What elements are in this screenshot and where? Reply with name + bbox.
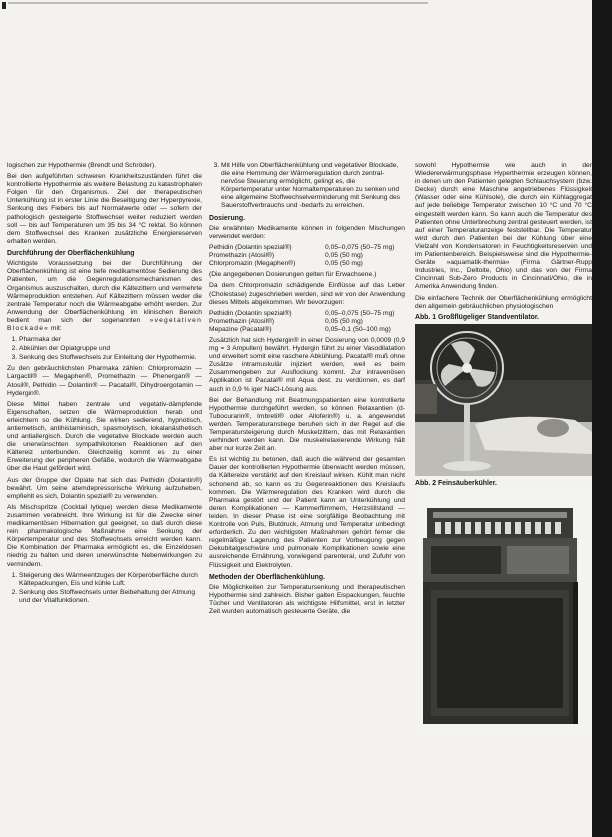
paragraph: Da dem Chlorpromazin schädigende Einflüsse auf das Leber (Cholestase) zugeschrieben werden, sind wir von der Anwendung dieses Mittels abgekommen. Wir bevorzugen:: [209, 282, 405, 306]
paragraph: [7, 260, 202, 333]
table-row: [209, 326, 405, 334]
paragraph: Die erwähnten Medikamente können in folgenden Mischungen verwendet werden:: [209, 224, 405, 240]
table-row: [209, 260, 405, 268]
drug-name: Mepazine (Pacatal®): [209, 325, 272, 333]
paragraph: Diese Mittel haben zentrale und vegetativ-dämpfende Eigenschaften, setzen die Wärmeproduktion herab und erleichtern so die Kühlung. Sie wirken sedierend, hypnotisch, antiemetisch, antihistaminisch, spasmolytisch, lokalanästhetisch und antiallergisch. Durch die vegetative Blockade werden auch die unerwünschten sympathikotonen Reaktionen auf den Kältereiz unterbunden. Gleichzeitig kommt es zu einer Erweiterung der peripheren Gefäße, wodurch die Wärmeabgabe über die Haut gefördert wird.: [7, 400, 202, 473]
cooling-cabinet-image: [415, 490, 592, 733]
section-heading: Methoden der Oberflächenkühlung.: [209, 573, 326, 581]
numbered-list: [7, 336, 202, 362]
paragraph: logischen zur Hypothermie (Brendt und Schröder).: [7, 162, 157, 169]
drug-name: Pethidin (Dolantin spezial®): [209, 309, 292, 317]
list-item: 1. Pharmaka der: [19, 336, 202, 344]
drug-dose: 0,05 (50 mg): [325, 260, 363, 268]
list-item: 2. Senkung des Stoffwechsels unter Beibehaltung der Atmung und der Vitalfunktionen.: [19, 589, 202, 605]
section-heading: Dosierung.: [209, 214, 245, 222]
page-corner-mark: [2, 2, 6, 9]
emphasis-term: »vegetativen Blockade«: [7, 316, 202, 332]
drug-name: Promethazin (Atosil®): [209, 317, 275, 325]
paragraph: Es ist wichtig zu betonen, daß auch die während der gesamten Dauer der kontrollierten Hypothermie überwacht werden müssen, da Kältereize verstärkt auf den Kreislauf wirken. Kühlt man nicht schonend ab, so kann es zu Gegenreaktionen des Kreislaufs kommen. Die Wärmeregulation des Kranken wird durch die Pharmaka gestört und der Patient kann an Unterkühlung und deren Komplikationen — Kammerflimmern, Herzstillstand — leiden. In dieser Phase ist eine sorgfältige Beobachtung mit Kontrolle von Puls, Blutdruck, Atmung und Temperatur unbedingt erforderlich. Zu den wichtigsten Maßnahmen gehört ferner die regelmäßige Lagerung des Patienten zur Vorbeugung gegen Dekubitalgeschwüre und pulmonale Komplikationen sowie eine ausreichende Ernährung, vorwiegend parenteral, und Zufuhr von Flüssigkeit und Elektrolyten.: [209, 456, 405, 569]
numbered-list: [209, 162, 405, 211]
paragraph: Zusätzlich hat sich Hydergin® in einer Dosierung von 0,0009 (0,9 mg = 3 Ampullen) bewährt. Hydergin führt zu einer Vasodilatation und erweitert somit eine raschere Abkühlung. Pacatal® muß ohne Zusätze intramuskulär injiziert werden, weil es beim Zusammengeben zur Ausflockung kommt. Zur intravenösen Applikation ist Pacatal® mit Aqua dest. zu verdünnen, es darf auch in 0,9 % iger NaCl-Lösung aus.: [209, 336, 405, 393]
list-item: 3. Senkung des Stoffwechsels zur Einleitung der Hypothermie.: [19, 354, 202, 362]
drug-mixture-table-1: [209, 244, 405, 268]
list-item: 3. Mit Hilfe von Oberflächenkühlung und vegetativer Blockade, die eine Hemmung der Wärmeregulation durch zentral-nervöse Steuerung ermöglicht, gelingt es, die Körpertemperatur unter Normaltemperaturen zu senken und eine allgemeine Stoffwechselverminderung mit Senkung des Sauerstoffverbrauchs und -bedarfs zu erreichen.: [221, 162, 405, 211]
table-row: [209, 310, 405, 318]
drug-dose: 0,05 (50 mg): [325, 317, 363, 325]
figure-caption: Abb. 1 Großflügeliger Standventilator.: [415, 313, 540, 321]
scan-edge-line: [8, 2, 428, 4]
drug-name: Promethazin (Atosil®): [209, 252, 275, 260]
scan-dark-border: [592, 0, 612, 837]
paragraph: Bei der Behandlung mit Beatmungspatienten eine kontrollierte Hypothermie durchgeführt werden, so können Relaxantien (d-Tubocurarin®, Imbretil® oder Alloferin®) u. a. angewendet werden. Temperaturanstiege beruhen sich in der Regel auf die Temperatursteigerung durch Muskelzittern, das mit Relaxantien verhindert werden kann. Die muskelrelaxierende Wirkung hält aber nur kurze Zeit an.: [209, 396, 405, 453]
text-column-3: [415, 162, 592, 833]
drug-dose: 0,05–0,075 (50–75 mg): [325, 309, 395, 317]
paragraph: sowohl Hypothermie wie auch in der Wiedererwärmungsphase Hyperthermie erzeugen können, in denen um den Patienten gelegten Schlauchsystem (bzw. Decke) durch eine Maschine angetriebenes Flüssigkeit (Wasser oder eine Kühlsole), die durch ein Kühlaggregat auf jede beliebige Temperatur zwischen 10 °C und 70 °C eingestellt werden kann. So kann auch die Temperatur des Patienten ohne Unterbrechung zentral gesteuert werden, ist auf einer Temperaturanzeige feststellbar. Die Temperatur wird durch den Patienten bei der Kühlung über eine Vielzahl von Kondensatoren in Feuchtigkeitsreserven und im Patientenbereich. Beispielsweise sind die Hypothermie-Geräte »aquamatik-thermia« (Firma Gärtner-Rupp Industries, Inc., Deltoite, Ohio) und das von der Firma Cincinnati Sub-Zero Products in Cincinnati/Ohio, die in Amerika Anwendung finden.: [415, 162, 592, 291]
paragraph: Zu den gebräuchlichsten Pharmaka zählen: Chlorpromazin — Largactil® — Megaphen®, Promethazin — Phenergan® — Atosil®, Pethidin — Dolantin® — Pacatal®, Dihydroergotamin — Hydergin®.: [7, 365, 202, 397]
section-heading: Durchführung der Oberflächenkühlung: [7, 249, 135, 257]
list-item: 2. Abkühlen der Opiatgruppe und: [19, 345, 202, 353]
drug-dose: 0,05–0,1 (50–100 mg): [325, 325, 391, 333]
table-row: [209, 318, 405, 326]
figure-caption: Abb. 2 Feinsäuberkühler.: [415, 479, 497, 487]
paragraph: (Die angegebenen Dosierungen gelten für Erwachsene.): [209, 271, 377, 279]
paragraph-text: mit:: [50, 324, 62, 332]
drug-name: Chlorpromazin (Megaphen®): [209, 260, 296, 268]
paragraph: Die einfachere Technik der Oberflächenkühlung ermöglicht den allgemein gebräuchlichen physiologischen: [415, 294, 592, 310]
drug-name: Pethidin (Dolantin spezial®): [209, 244, 292, 252]
paragraph-text: Wichtigste Voraussetzung bei der Durchführung der Oberflächenkühlung ist eine tiefe medikamentöse Sedierung des Patienten, um die Gegenregulationsmechanismen des Organismus auszuschalten, durch die Kältezittern und vermehrte Wärmeproduktion entstehen. Auf Kältezittern müssen weder die zentrale Temperatur noch die Wärmeabgabe erhöht werden. Zur Anwendung der Oberflächenkühlung im klinischen Bereich bedient man sich der sogenannten: [7, 260, 202, 324]
paragraph: Die Möglichkeiten zur Temperatursenkung und therapeutischen Hypothermie sind zahlreich. Bisher galten Eispackungen, feuchte Tücher und Ventilatoren als wichtigste Hilfsmittel, erst in letzter Zeit wurden automatisch gesteuerte Geräte, die: [209, 583, 405, 616]
fan-photo: [415, 324, 592, 476]
paragraph: Als Mischspritze (Cocktail lytique) werden diese Medikamente zusammen verabreicht. Ihre Wirkung ist für die Zwecke einer medikamentösen Hibernation gut geeignet, so daß durch diese rein pharmakologische Maßnahme eine Senkung der Körpertemperatur und des Stoffwechsels erreicht werden kann. Die Kombination der Pharmaka ermöglicht es, die Einzeldosen niedrig zu halten und deren unerwünschte Nebenwirkungen zu vermindern.: [7, 503, 202, 568]
drug-dose: 0,05–0,075 (50–75 mg): [325, 244, 395, 252]
paragraph: Aus der Gruppe der Opiate hat sich das Pethidin (Dolantin®) bewährt. Um seine atemdepressorische Wirkung aufzuheben, empfiehlt es sich, Dolantin spezial® zu verwenden.: [7, 476, 202, 500]
table-row: [209, 244, 405, 252]
text-column-2: [209, 162, 405, 833]
cooler-photo: [415, 490, 592, 733]
numbered-list: [7, 572, 202, 605]
drug-mixture-table-2: [209, 310, 405, 334]
text-column-1: [7, 162, 202, 833]
standing-fan-image: [415, 324, 592, 476]
list-item: 1. Steigerung des Wärmeentzuges der Körperoberfläche durch Kältepackungen, Eis und kühle Luft.: [19, 572, 202, 588]
drug-dose: 0,05 (50 mg): [325, 252, 363, 260]
paragraph: Bei den aufgeführten schweren Krankheitszuständen führt die kontrollierte Hypothermie als weitere Belastung zu katastrophalen Folgen für den Organismus. Ziel der therapeutischen Unterkühlung ist in erster Linie die Beseitigung der Hyperpyrexie, Senkung des Fiebers bis auf Normalwerte oder — sofern der pathologisch gesteigerte Stoffwechsel weiter reduziert werden soll — bis auf Temperaturen um 35 bis 34 °C rektal. So können dem Stoffwechsel des Kranken zusätzliche Energiereserven erhalten werden.: [7, 173, 202, 245]
